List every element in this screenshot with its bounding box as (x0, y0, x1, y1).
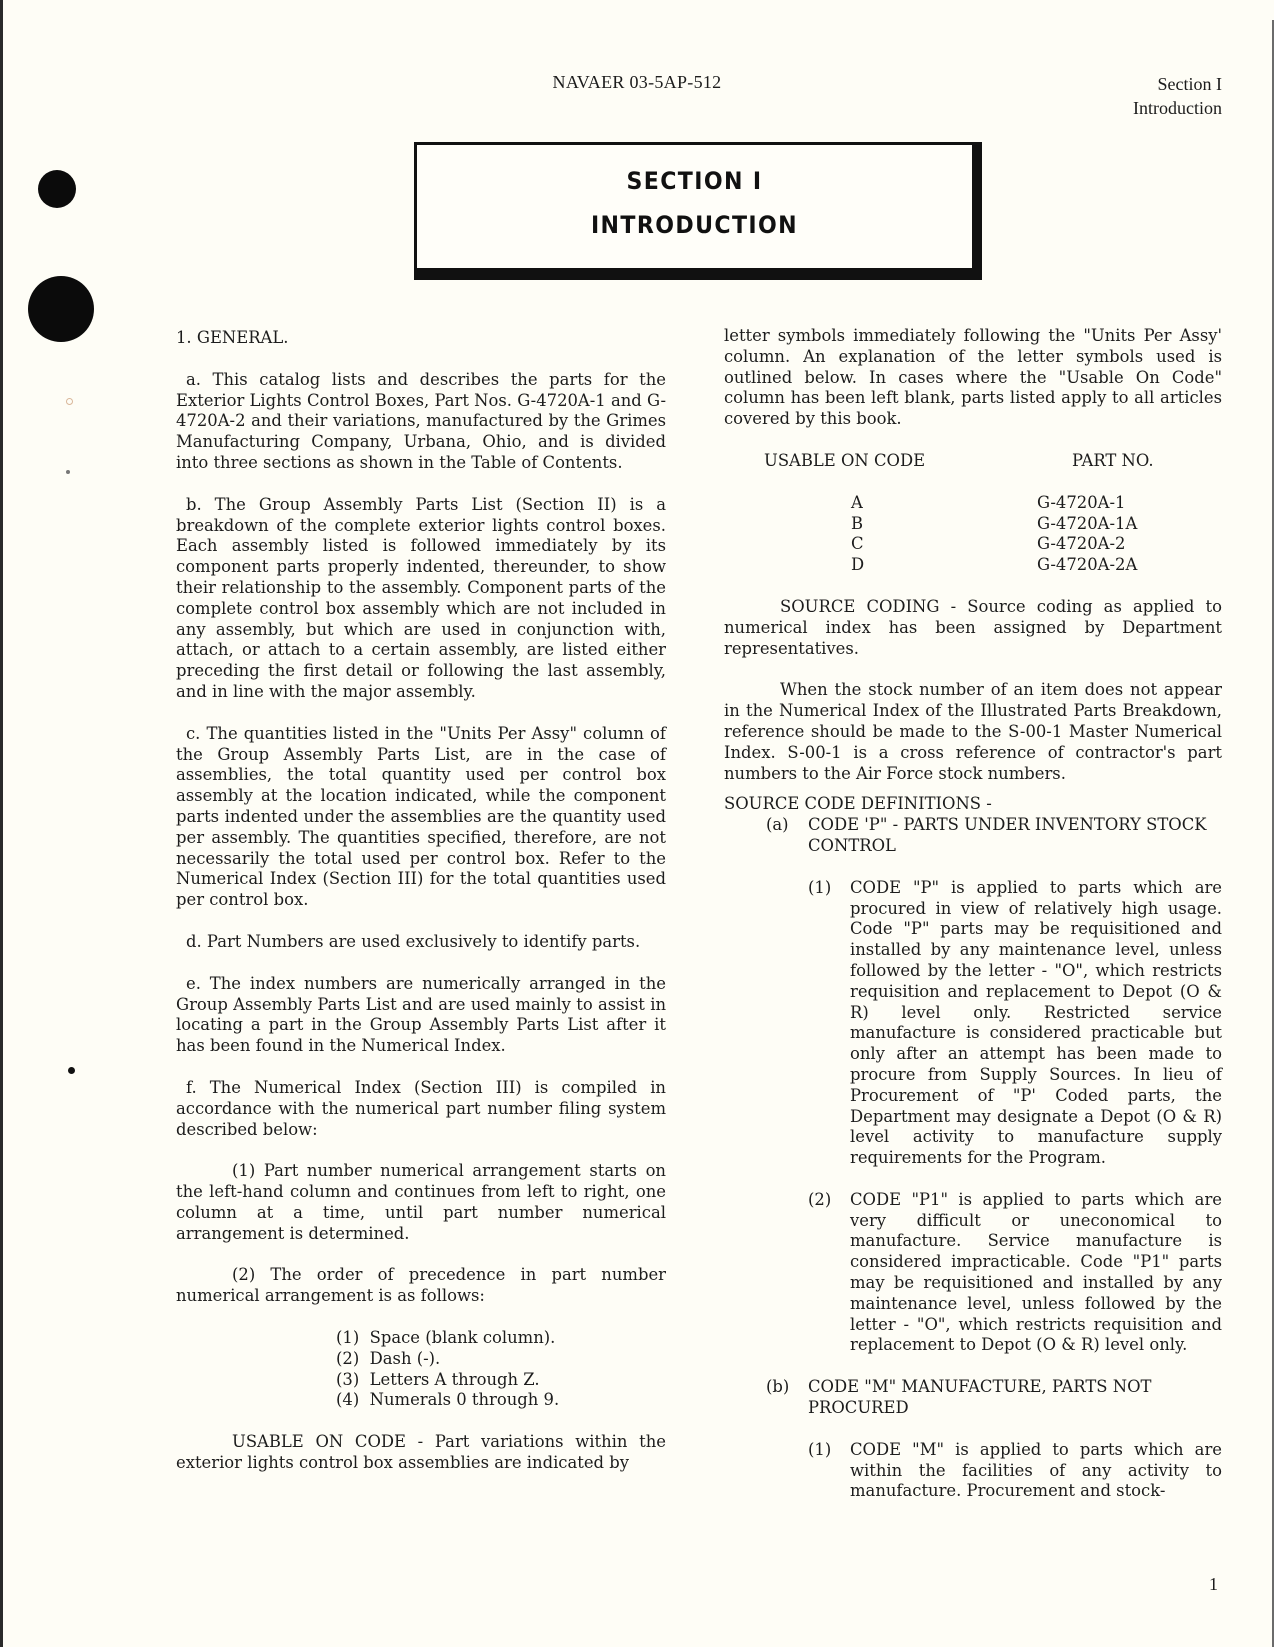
table-row (724, 555, 1222, 576)
section-title: SECTION I (626, 167, 763, 195)
item-text: CODE "M" is applied to parts which are within the facilities of any activity to manufacture. Procurement and stock- (850, 1439, 1222, 1501)
running-header (1133, 72, 1222, 120)
precedence-item: (1) Space (blank column). (336, 1328, 556, 1348)
definition-a-item-2 (808, 1190, 1222, 1356)
precedence-item: (4) Numerals 0 through 9. (336, 1390, 560, 1410)
running-header-title: Introduction (1133, 98, 1222, 118)
code-cell: C (851, 534, 864, 554)
column-header-part-no: PART NO. (1072, 450, 1154, 470)
scan-edge-left (0, 0, 3, 1647)
paragraph-b: b. The Group Assembly Parts List (Section II) is a breakdown of the complete exterior lights control boxes. Each assembly listed is followed immediately by its component parts properly indented, thereunder, to show their relationship to the assembly. Component parts of the complete control box assembly which are not included in any assembly, but which are used in conjunction with, attach, or attach to a certain assembly, are listed either preceding the first detail or following the last assembly, and in line with the major assembly. (176, 494, 666, 701)
code-cell: B (851, 513, 864, 533)
punch-hole-small (38, 170, 76, 208)
left-column (176, 328, 666, 1474)
table-row (724, 514, 1222, 535)
general-heading: 1. GENERAL. (176, 328, 289, 347)
column-header-code: USABLE ON CODE (764, 450, 926, 470)
definition-title: CODE 'P" - PARTS UNDER INVENTORY STOCK CONTROL (808, 815, 1207, 855)
item-text: CODE "P1" is applied to parts which are very difficult or uneconomical to manufacture. Service manufacture is considered impracticable. Code "P1" parts may be requisitioned and installed by any maintenance level, unless followed by the letter - "O", which restricts requisition and replacement to Depot (O & R) level only. (850, 1189, 1222, 1355)
item-label: (1) (808, 877, 832, 897)
part-no-cell: G-4720A-2A (1037, 555, 1138, 575)
paragraph-a: a. This catalog lists and describes the parts for the Exterior Lights Control Boxes, Part Nos. G-4720A-1 and G-4720A-2 and their variations, manufactured by the Grimes Manufacturing Company, Urbana, Ohio, and is divided into three sections as shown in the Table of Contents. (176, 369, 666, 472)
definition-label: (a) (766, 815, 789, 835)
item-text: CODE "P" is applied to parts which are procured in view of relatively high usage. Code "P" parts may be requisitioned and installed by any maintenance level, unless followed by the letter - "O", which restricts requisition and replacement to Depot (O & R) level only. Restricted service manufacture is considered practicable but only after an attempt has been made to procure from Supply Sources. In lieu of Procurement of "P' Coded parts, the Department may designate a Depot (O & R) level activity to manufacture supply requirements for the Program. (850, 877, 1222, 1168)
paragraph-d: d. Part Numbers are used exclusively to identify parts. (186, 931, 641, 951)
paragraph-f2: (2) The order of precedence in part number numerical arrangement is as follows: (176, 1265, 666, 1306)
item-label: (2) (808, 1189, 832, 1209)
paragraph-e: e. The index numbers are numerically arranged in the Group Assembly Parts List and are used mainly to assist in locating a part in the Group Assembly Parts List after it has been found in the Numerical Index. (176, 973, 666, 1056)
table-row (724, 534, 1222, 555)
definition-a-item-1 (808, 878, 1222, 1169)
precedence-item: (3) Letters A through Z. (336, 1369, 540, 1389)
table-header-row (724, 451, 1222, 472)
section-subtitle: INTRODUCTION (590, 211, 799, 239)
paragraph-f: f. The Numerical Index (Section III) is compiled in accordance with the numerical part number filing system described below: (176, 1077, 666, 1139)
scan-speck (68, 1067, 75, 1074)
definition-a (766, 815, 1222, 857)
definition-b (766, 1377, 1222, 1419)
paragraph-c: c. The quantities listed in the "Units Per Assy" column of the Group Assembly Parts List, are in the case of assemblies, the total quantity used per control box assembly at the location indicated, while the component parts indented under the assemblies are the quantity used per assembly. The quantities specified, therefore, are not necessarily the total used per control box. Refer to the Numerical Index (Section III) for the total quantities used per control box. (176, 723, 666, 910)
definition-title: CODE "M" MANUFACTURE, PARTS NOT PROCURED (808, 1377, 1152, 1418)
scan-speck (66, 470, 70, 474)
paragraph-f1: (1) Part number numerical arrangement starts on the left-hand column and continues from left to right, one column at a time, until part number numerical arrangement is determined. (176, 1161, 666, 1243)
stock-number-paragraph: When the stock number of an item does not appear in the Numerical Index of the Illustrated Parts Breakdown, reference should be made to the S-00-1 Master Numerical Index. S-00-1 is a cross reference of contractor's part numbers to the Air Force stock numbers. (724, 680, 1222, 783)
source-code-definitions-heading: SOURCE CODE DEFINITIONS - (724, 794, 992, 814)
precedence-item: (2) Dash (-). (336, 1348, 441, 1368)
precedence-list (336, 1328, 666, 1411)
part-no-cell: G-4720A-1 (1037, 492, 1126, 512)
item-label: (1) (808, 1439, 832, 1459)
usable-on-code-paragraph: USABLE ON CODE - Part variations within the exterior lights control box assemblies are indicated by (176, 1432, 666, 1473)
scan-speck (66, 398, 73, 405)
page-number: 1 (1209, 1574, 1218, 1594)
source-coding-paragraph: SOURCE CODING - Source coding as applied to numerical index has been assigned by Department representatives. (724, 596, 1222, 658)
part-no-cell: G-4720A-1A (1037, 513, 1138, 533)
code-cell: A (851, 492, 863, 512)
right-column (724, 326, 1222, 1502)
document-number: NAVAER 03-5AP-512 (552, 72, 722, 92)
punch-hole-large (28, 276, 94, 342)
part-no-cell: G-4720A-2 (1037, 534, 1126, 554)
table-row (724, 493, 1222, 514)
usable-on-code-table (724, 451, 1222, 576)
code-cell: D (851, 555, 865, 575)
continuation-paragraph: letter symbols immediately following the "Units Per Assy' column. An explanation of the letter symbols used is outlined below. In cases where the "Usable On Code" column has been left blank, parts listed apply to all articles covered by this book. (724, 326, 1222, 429)
section-title-box (414, 142, 982, 280)
definition-label: (b) (766, 1377, 790, 1397)
definition-b-item-1 (808, 1440, 1222, 1502)
running-header-section: Section I (1157, 74, 1222, 94)
